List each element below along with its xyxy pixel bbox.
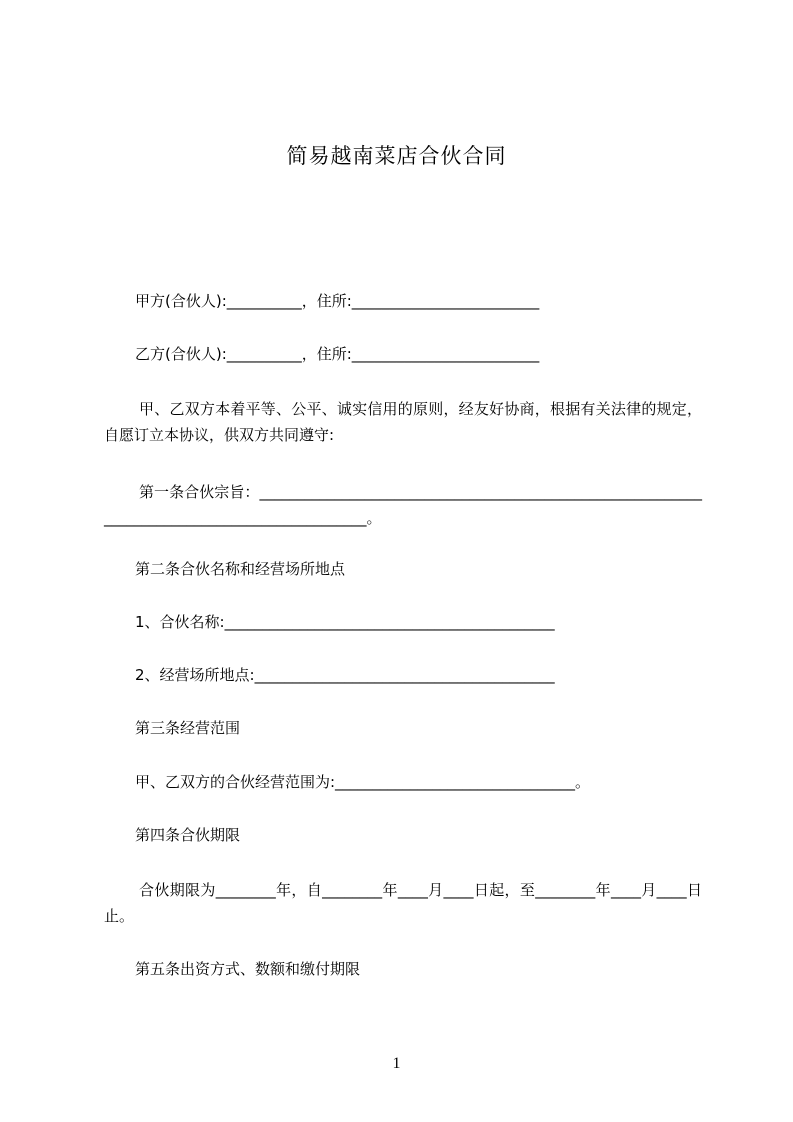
article2-heading: 第二条合伙名称和经营场所地点 (135, 560, 346, 578)
preamble-text: 甲、乙双方本着平等、公平、诚实信用的原则，经友好协商，根据有关法律的规定，自愿订立本协议，供双方共同遵守: (104, 400, 702, 444)
document-title: 简易越南菜店合伙合同 (286, 144, 507, 168)
party-a-line: 甲方(合伙人):__________，住所:_________________________ (135, 292, 540, 310)
article5-heading: 第五条出资方式、数额和缴付期限 (135, 960, 361, 978)
article2-item1: 1、合伙名称:____________________________________________ (135, 613, 555, 631)
preamble-paragraph (104, 396, 702, 448)
article1-paragraph (104, 479, 702, 531)
article2-item2: 2、经营场所地点:________________________________________ (135, 666, 555, 684)
article4-heading: 第四条合伙期限 (135, 826, 241, 844)
article3-text: 甲、乙双方的合伙经营范围为:________________________________。 (135, 773, 591, 791)
article4-text: 合伙期限为________年，自________年____月____日起，至________年____月____日止。 (104, 881, 702, 925)
article1-text: 第一条合伙宗旨：______________________________________________________________________________________________。 (104, 483, 702, 527)
article4-paragraph (104, 877, 702, 929)
party-b-line: 乙方(合伙人):__________，住所:_________________________ (135, 345, 540, 363)
article3-heading: 第三条经营范围 (135, 719, 241, 737)
page-number: 1 (392, 1055, 401, 1072)
